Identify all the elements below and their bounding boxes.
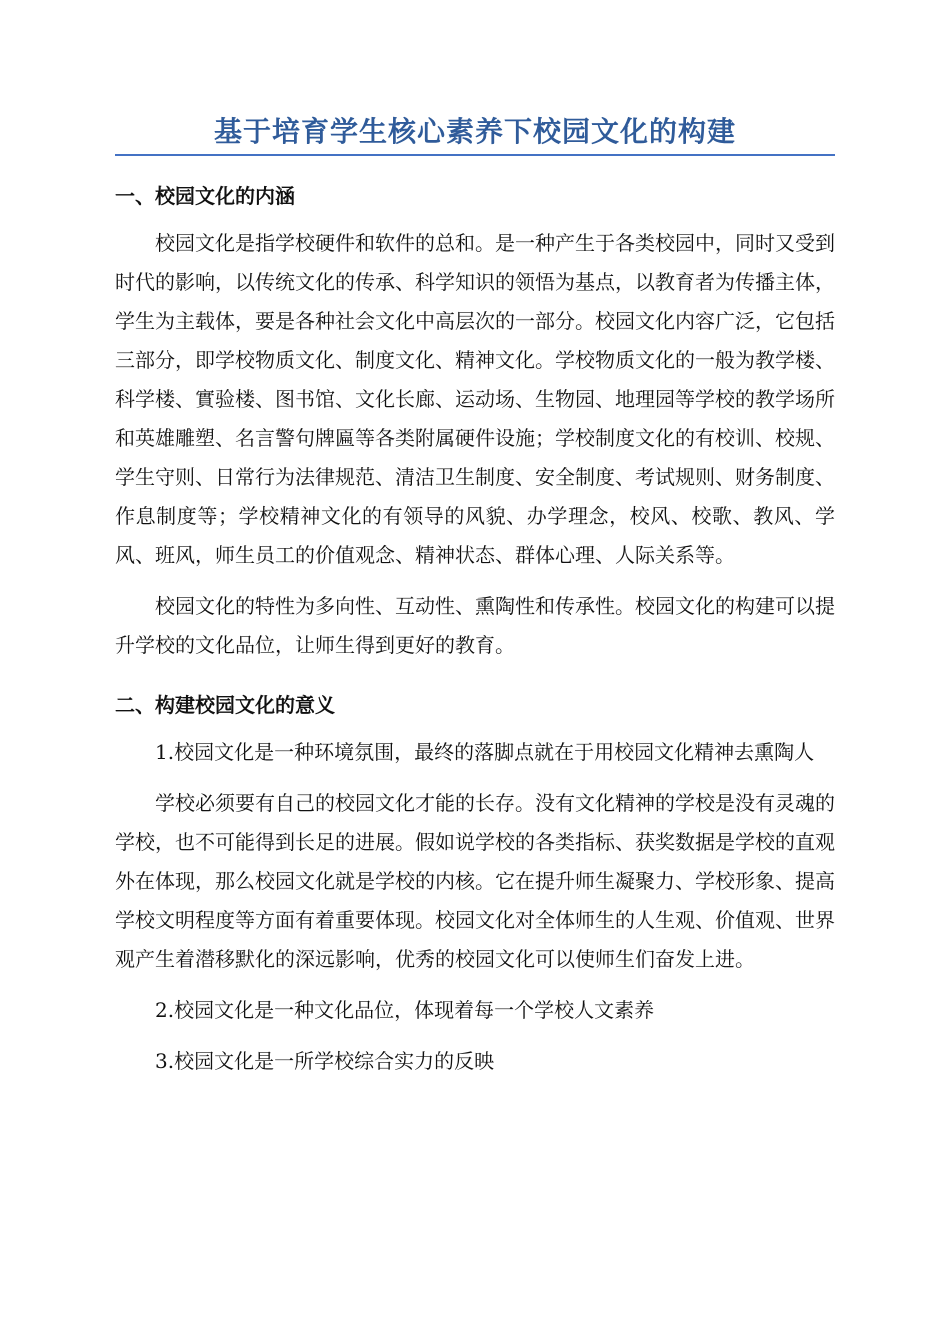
subheading-item: 3.校园文化是一所学校综合实力的反映 [155,1049,495,1073]
section-2 [115,687,835,1081]
paragraph: 校园文化的特性为多向性、互动性、熏陶性和传承性。校园文化的构建可以提升学校的文化品位，让师生得到更好的教育。 [115,594,835,657]
document-title: 基于培育学生核心素养下校园文化的构建 [115,112,835,156]
paragraph: 学校必须要有自己的校园文化才能的长存。没有文化精神的学校是没有灵魂的学校，也不可能得到长足的进展。假如说学校的各类指标、获奖数据是学校的直观外在体现，那么校园文化就是学校的内核。它在提升师生凝聚力、学校形象、提高学校文明程度等方面有着重要体现。校园文化对全体师生的人生观、价值观、世界观产生着潜移默化的深远影响，优秀的校园文化可以使师生们奋发上进。 [115,791,835,971]
subheading-item: 2.校园文化是一种文化品位，体现着每一个学校人文素养 [155,998,655,1022]
section-heading: 一、校园文化的内涵 [115,184,295,208]
paragraph: 校园文化是指学校硬件和软件的总和。是一种产生于各类校园中，同时又受到时代的影响，以传统文化的传承、科学知识的领悟为基点，以教育者为传播主体，学生为主载体，要是各种社会文化中高层次的一部分。校园文化内容广泛，它包括三部分，即学校物质文化、制度文化、精神文化。学校物质文化的一般为教学楼、科学楼、實验楼、图书馆、文化长廊、运动场、生物园、地理园等学校的教学场所和英雄雕塑、名言警句牌匾等各类附属硬件设施；学校制度文化的有校训、校规、学生守则、日常行为法律规范、清洁卫生制度、安全制度、考试规则、财务制度、作息制度等；学校精神文化的有领导的风貌、办学理念，校风、校歌、教风、学风、班风，师生员工的价值观念、精神状态、群体心理、人际关系等。 [115,231,835,567]
subheading-item: 1.校园文化是一种环境氛围，最终的落脚点就在于用校园文化精神去熏陶人 [155,740,815,764]
document-page [115,112,835,1093]
section-heading: 二、构建校园文化的意义 [115,693,335,717]
section-1 [115,178,835,665]
